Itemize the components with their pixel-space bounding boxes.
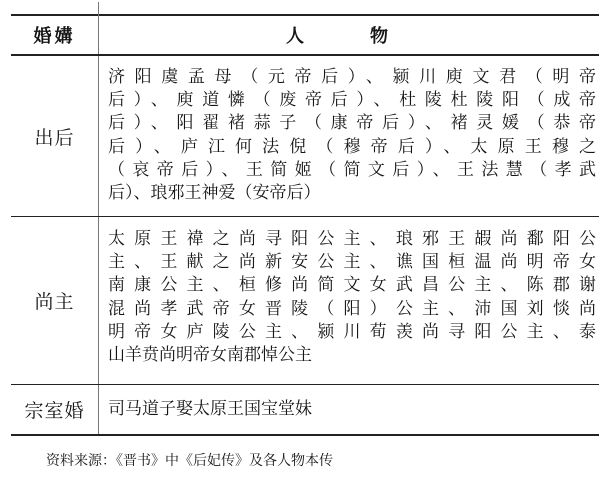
text-line: 主、王献之尚新安公主、谯国桓温尚明帝女 — [108, 252, 596, 273]
row-divider — [11, 216, 599, 217]
column-divider — [98, 385, 99, 434]
row-category-zongshihun: 宗室婚 — [24, 400, 85, 422]
header-category: 婚媾 — [33, 26, 76, 47]
row-category-shangzhu: 尚主 — [34, 291, 75, 313]
text-line: 明帝女庐陵公主、颍川荀羡尚寻阳公主、泰 — [108, 321, 596, 342]
row-category-chuhou: 出后 — [34, 126, 75, 149]
column-divider — [98, 217, 99, 384]
text-line: 山羊贲尚明帝女南郡悼公主 — [108, 345, 312, 366]
text-line: 南康公主、桓修尚简文女武昌公主、陈郡谢 — [108, 275, 596, 296]
row-people-chuhou — [108, 66, 596, 205]
row-people-shangzhu — [108, 228, 596, 367]
text-line: 后）、庐江何法倪（穆帝后）、太原王穆之 — [108, 136, 596, 157]
text-line: 太原王禕之尚寻阳公主、琅邪王嘏尚鄱阳公 — [108, 229, 596, 249]
row-people-zongshihun — [108, 398, 596, 421]
header-rule — [11, 54, 599, 56]
header-people: 人 物 — [286, 26, 412, 47]
text-line: 济阳虞孟母（元帝后）、颍川庾文君（明帝 — [108, 67, 596, 87]
table-bottom-rule — [11, 434, 599, 436]
row-divider — [11, 384, 599, 385]
text-line: （哀帝后）、王简姬（简文后）、王法慧（孝武 — [108, 159, 596, 180]
text-line: 后）、庾道憐（废帝后）、杜陵杜陵阳（成帝 — [108, 90, 596, 111]
column-divider — [98, 56, 99, 216]
source-note: 资料来源：《晋书》中《后妃传》及各人物本传 — [46, 453, 333, 469]
text-line: 后）、琅邪王神爱（安帝后） — [108, 183, 321, 204]
text-line: 混尚孝武帝女晋陵（阳）公主、沛国刘惔尚 — [108, 298, 596, 319]
text-line: 司马道子娶太原王国宝堂妹 — [108, 399, 312, 419]
text-line: 后）、阳翟褚蒜子（康帝后）、褚灵媛（恭帝 — [108, 113, 596, 134]
